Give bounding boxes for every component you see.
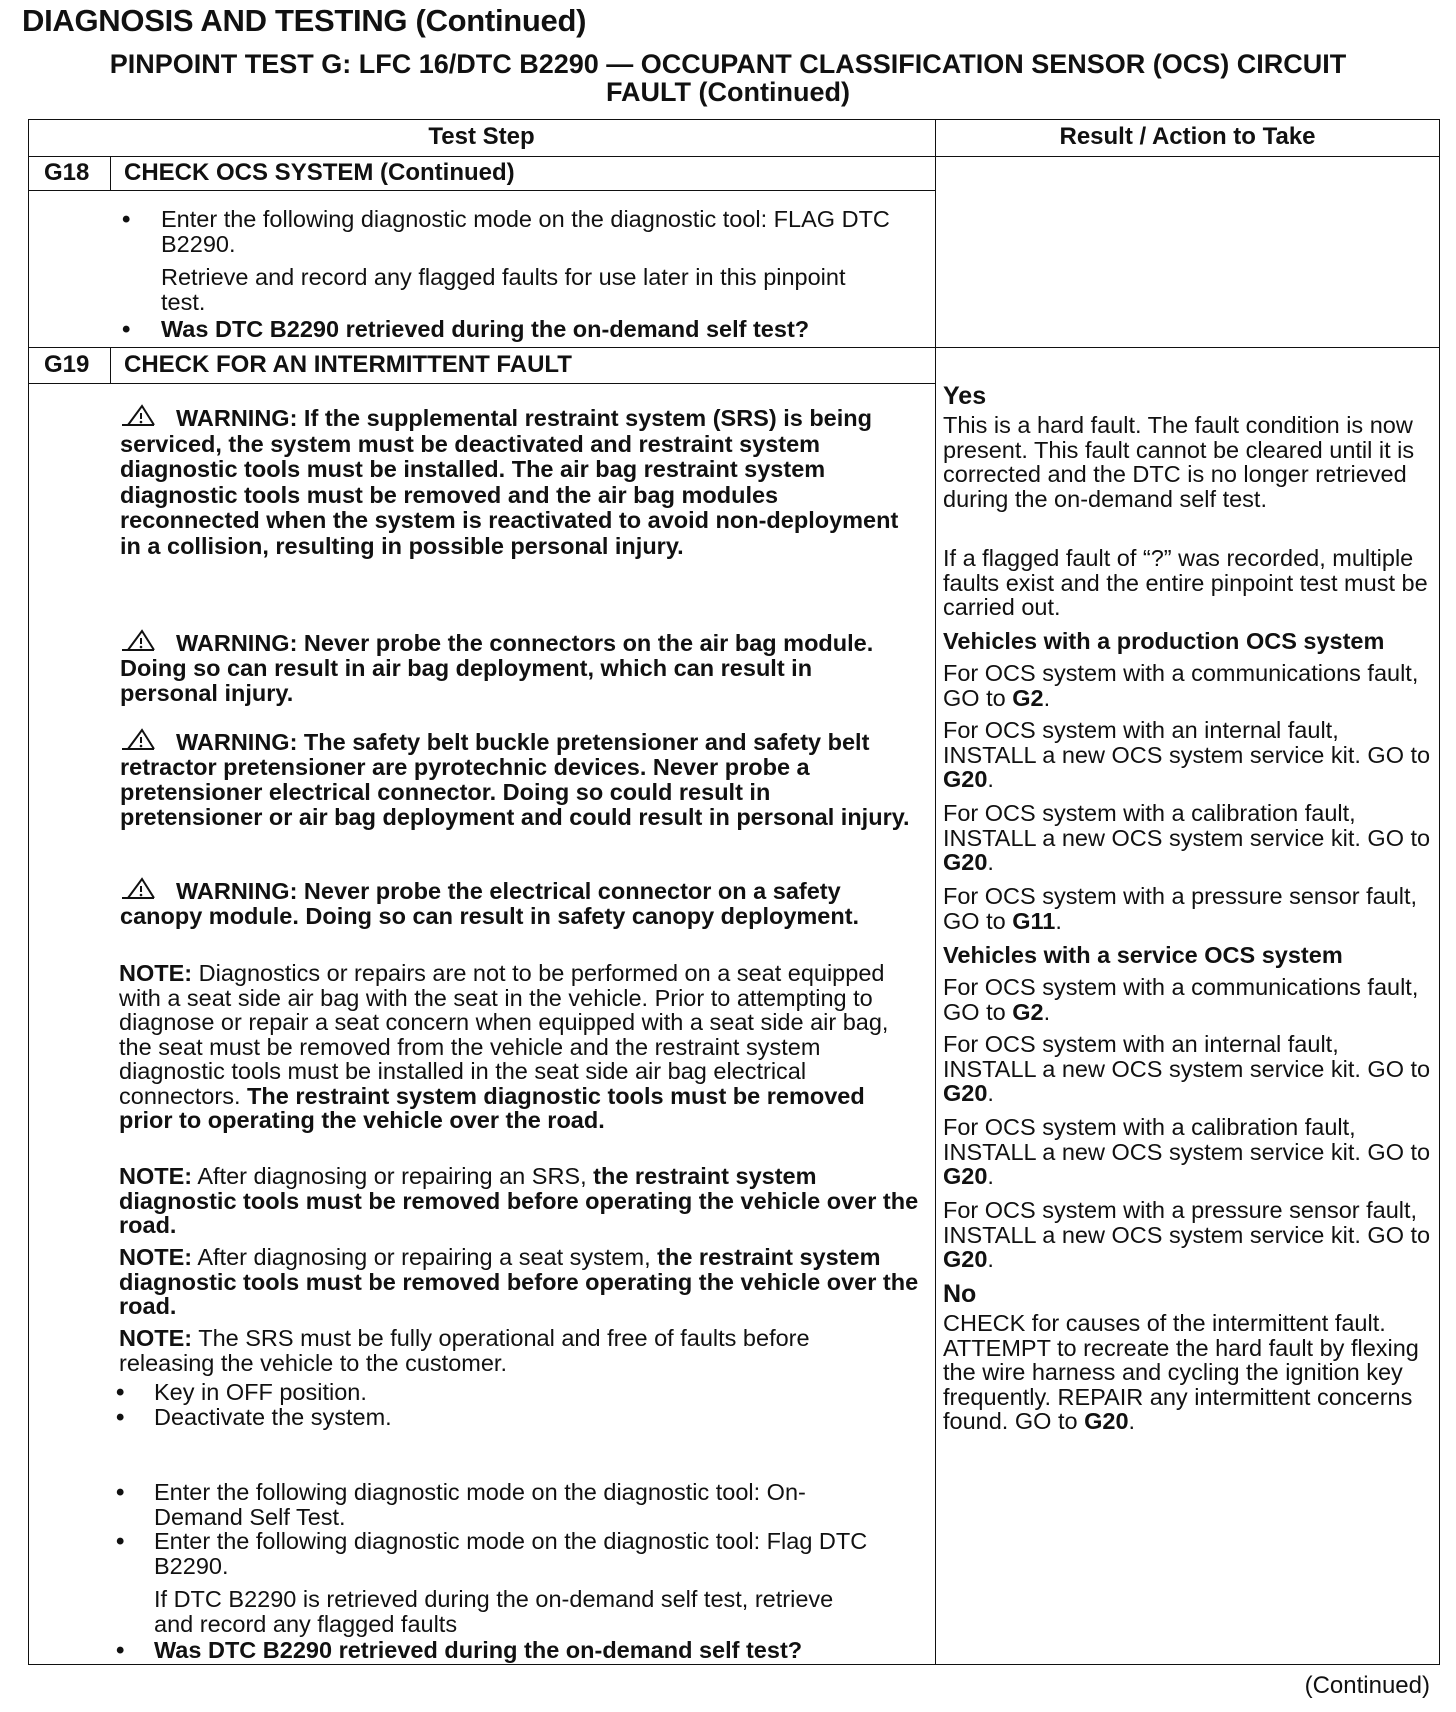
bullet-icon: • bbox=[116, 1637, 125, 1664]
warning-triangle-icon bbox=[120, 877, 166, 899]
bullet-icon: • bbox=[116, 1528, 125, 1555]
g19-step-id: G19 bbox=[44, 351, 90, 378]
bullet-icon: • bbox=[122, 316, 131, 343]
warning-safety-canopy: WARNING: Never probe the electrical connector on a safety canopy module. Doing so can result in safety canopy deployment. bbox=[120, 878, 860, 929]
production-communications: For OCS system with a communications fault, GO to G2. bbox=[943, 660, 1419, 711]
subtitle-line-2: FAULT (Continued) bbox=[606, 77, 850, 107]
service-internal: For OCS system with an internal fault, INSTALL a new OCS system service kit. GO to G20. bbox=[943, 1031, 1431, 1106]
column-divider bbox=[935, 119, 936, 1665]
g18-step-title: CHECK OCS SYSTEM (Continued) bbox=[124, 159, 515, 186]
production-ocs-heading: Vehicles with a production OCS system bbox=[943, 628, 1385, 654]
production-pressure: For OCS system with a pressure sensor fault, GO to G11. bbox=[943, 883, 1418, 934]
g18-id-divider bbox=[110, 156, 111, 190]
warning-airbag-connector: WARNING: Never probe the connectors on the air bag module. Doing so can result in air bag deployment, which can result in personal injury. bbox=[120, 630, 874, 706]
production-calibration: For OCS system with a calibration fault, INSTALL a new OCS system service kit. GO to G20. bbox=[943, 800, 1431, 875]
g18-title-divider bbox=[28, 190, 935, 191]
g19-question: Was DTC B2290 retrieved during the on-demand self test? bbox=[154, 1637, 803, 1663]
g19-row-divider bbox=[28, 347, 1440, 348]
note-after-seat: NOTE: After diagnosing or repairing a seat system, the restraint system diagnostic tools must be removed before operating the vehicle over the road. bbox=[119, 1244, 919, 1319]
warning-triangle-icon bbox=[120, 404, 166, 426]
bullet-icon: • bbox=[116, 1379, 125, 1406]
g19-step-title: CHECK FOR AN INTERMITTENT FAULT bbox=[124, 351, 572, 378]
note-seat-side-airbag: NOTE: Diagnostics or repairs are not to be performed on a seat equipped with a seat side air bag with the seat in the vehicle. Prior to attempting to diagnose or repair a seat concern when equipped with a seat side air bag, the seat must be removed from the vehicle and the restraint system diagnostic tools must be installed in the seat side air bag electrical connectors. The restraint system diagnostic tools must be removed prior to operating the vehicle over the road. bbox=[119, 960, 889, 1133]
g19-bullet-flag: Enter the following diagnostic mode on the diagnostic tool: Flag DTC B2290. bbox=[154, 1528, 868, 1579]
header-result-action: Result / Action to Take bbox=[1059, 123, 1316, 150]
production-internal: For OCS system with an internal fault, INSTALL a new OCS system service kit. GO to G20. bbox=[943, 717, 1431, 792]
pinpoint-test-title bbox=[30, 50, 1426, 106]
service-pressure: For OCS system with a pressure sensor fault, INSTALL a new OCS system service kit. GO to G20. bbox=[943, 1197, 1431, 1272]
service-ocs-heading: Vehicles with a service OCS system bbox=[943, 942, 1343, 968]
g19-bullet-deactivate: Deactivate the system. bbox=[154, 1404, 392, 1430]
result-yes-flagged: If a flagged fault of “?” was recorded, multiple faults exist and the entire pinpoint test must be carried out. bbox=[943, 545, 1428, 620]
service-communications: For OCS system with a communications fault, GO to G2. bbox=[943, 974, 1419, 1025]
service-calibration: For OCS system with a calibration fault, INSTALL a new OCS system service kit. GO to G20. bbox=[943, 1114, 1431, 1189]
result-no-label: No bbox=[943, 1280, 977, 1308]
warning-srs-service: WARNING: If the supplemental restraint system (SRS) is being serviced, the system must be deactivated and restraint system diagnostic tools must be installed. The air bag restraint system diagnostic tools must be removed and the air bag modules reconnected when the system is reactivated to avoid non-deployment in a collision, resulting in possible personal injury. bbox=[120, 405, 899, 559]
g19-bullet-key-off: Key in OFF position. bbox=[154, 1379, 367, 1405]
g19-id-divider bbox=[110, 347, 111, 383]
result-yes-hard-fault: This is a hard fault. The fault condition is now present. This fault cannot be cleared until it is corrected and the DTC is no longer retrieved during the on-demand self test. bbox=[943, 412, 1415, 512]
continued-footer: (Continued) bbox=[1304, 1672, 1430, 1699]
g19-bullet-on-demand: Enter the following diagnostic mode on the diagnostic tool: On-Demand Self Test. bbox=[154, 1479, 806, 1530]
bullet-icon: • bbox=[116, 1479, 125, 1506]
result-no-action: CHECK for causes of the intermittent fault. ATTEMPT to recreate the hard fault by flexing the wire harness and cycling the ignition key frequently. REPAIR any intermittent concerns found. GO to G20. bbox=[943, 1310, 1419, 1434]
g19-retrieve-paragraph: If DTC B2290 is retrieved during the on-demand self test, retrieve and record any flagged faults bbox=[154, 1586, 834, 1637]
note-after-srs: NOTE: After diagnosing or repairing an SRS, the restraint system diagnostic tools must be removed before operating the vehicle over the road. bbox=[119, 1163, 919, 1238]
warning-triangle-icon bbox=[120, 728, 166, 750]
header-test-step: Test Step bbox=[428, 123, 535, 150]
bullet-icon: • bbox=[116, 1404, 125, 1431]
page-title: DIAGNOSIS AND TESTING (Continued) bbox=[22, 3, 587, 38]
g18-step-id: G18 bbox=[44, 159, 90, 186]
g19-title-divider bbox=[28, 383, 935, 384]
warning-triangle-icon bbox=[120, 629, 166, 651]
g18-retrieve-paragraph: Retrieve and record any flagged faults for use later in this pinpoint test. bbox=[161, 264, 846, 315]
g18-question: Was DTC B2290 retrieved during the on-demand self test? bbox=[161, 316, 810, 342]
subtitle-line-1: PINPOINT TEST G: LFC 16/DTC B2290 — OCCUPANT CLASSIFICATION SENSOR (OCS) CIRCUIT bbox=[109, 49, 1347, 79]
bullet-icon: • bbox=[122, 206, 131, 233]
note-srs-operational: NOTE: The SRS must be fully operational and free of faults before releasing the vehicle to the customer. bbox=[119, 1325, 810, 1376]
header-divider bbox=[28, 156, 1440, 157]
warning-pretensioner: WARNING: The safety belt buckle pretensioner and safety belt retractor pretensioner are pyrotechnic devices. Never probe a pretensioner electrical connector. Doing so could result in pretensioner or air bag deployment and could result in personal injury. bbox=[120, 729, 910, 830]
result-yes-label: Yes bbox=[943, 382, 987, 410]
g18-bullet-flag: Enter the following diagnostic mode on the diagnostic tool: FLAG DTC B2290. bbox=[161, 206, 890, 257]
